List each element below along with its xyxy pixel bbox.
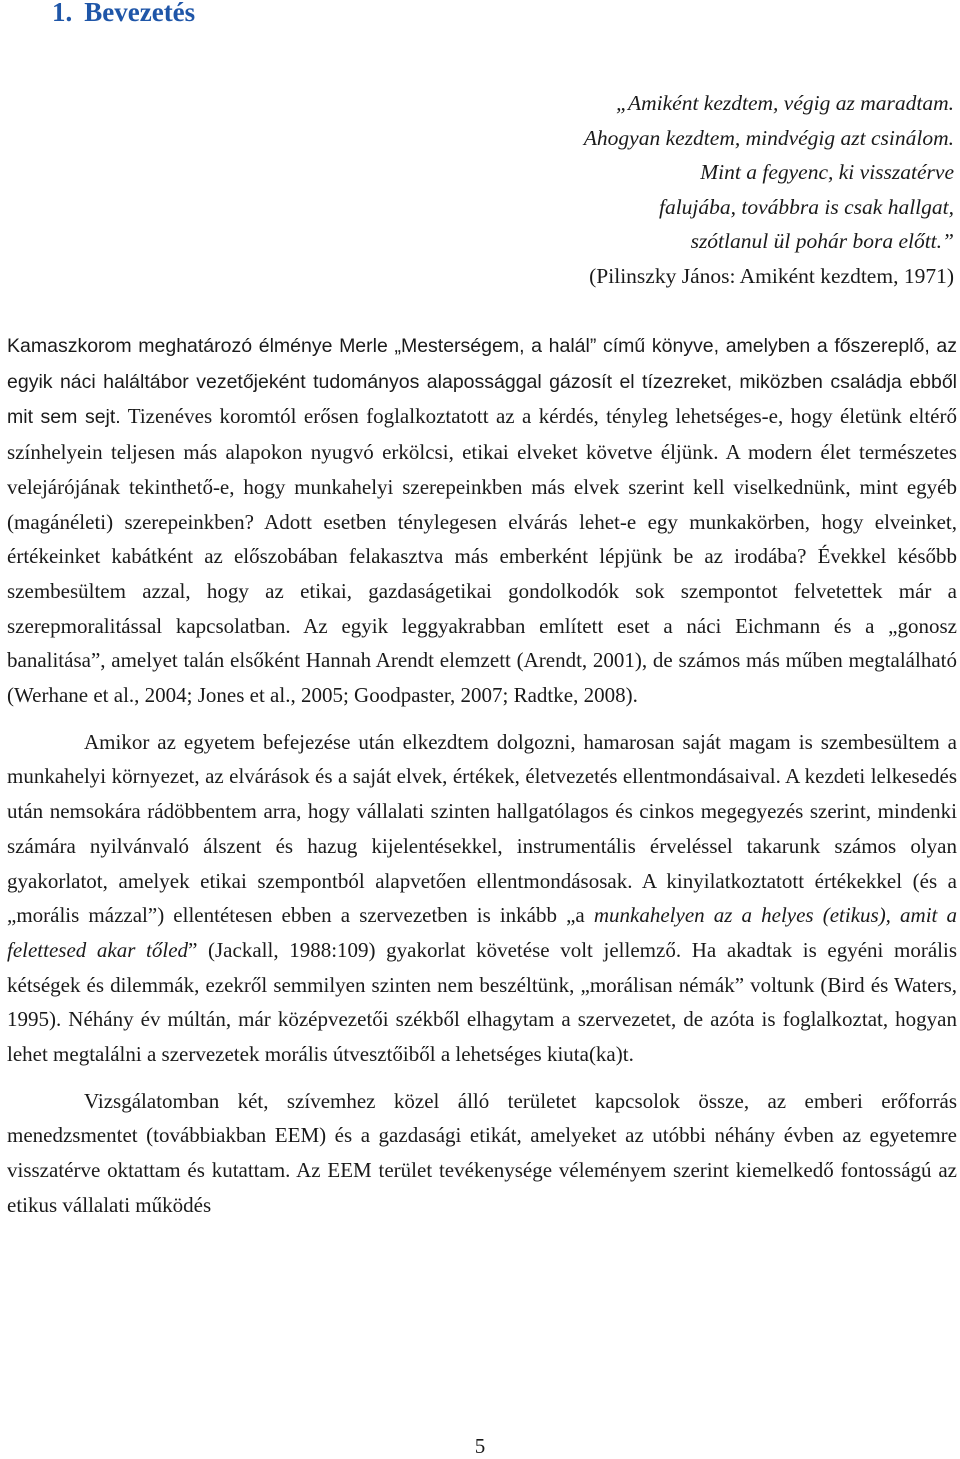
epigraph-line: szótlanul ül pohár bora előtt.”: [690, 229, 954, 254]
epigraph-line: „Amiként kezdtem, végig az maradtam.: [616, 91, 954, 115]
section-title: Bevezetés: [84, 0, 196, 27]
paragraph-2: [7, 725, 957, 1072]
paragraph-2-text: ” (Jackall, 1988:109) gyakorlat követése volt jellemző. Ha akadtak is egyéni morális kétségek és dilemmák, ezekről semmilyen szinten nem beszéltünk, „morálisan némák” voltunk (Bird és Waters, 1995). Néhány év múltán, már középvezetői székből elhagytam a szervezetet, de azóta is foglalkoztat, hogyan lehet megtalálni a szervezetek morális útvesztőiből a lehetséges kiuta(ka)t.: [7, 937, 957, 1067]
paragraph-1: [7, 328, 957, 713]
body-text: [7, 328, 957, 1223]
section-heading: [52, 0, 195, 30]
paragraph-3: Vizsgálatomban két, szívemhez közel álló területet kapcsolok össze, az emberi erőforrás menedzsmentet (továbbiakban EEM) és a gazdasági etikát, amelyeket az utóbbi néhány évben az egyetemre visszatérve oktattam és kutattam. Az EEM terület tevékenysége véleményem szerint kiemelkedő fontosságú az etikus vállalati működés: [7, 1088, 957, 1217]
epigraph-line: Mint a fegyenc, ki visszatérve: [700, 160, 954, 185]
page-number: 5: [474, 1434, 486, 1458]
paragraph-2-quote: munkahelyen az a helyes (etikus), amit a felettesed akar tőled: [7, 903, 957, 962]
epigraph: [314, 86, 954, 294]
epigraph-line: falujába, továbbra is csak hallgat,: [658, 194, 954, 219]
paragraph-1-sentence: Az egyik leggyakrabban említett eset a náci Eichmann és a „gonosz banalitása”, amelyet talán elsőként Hannah Arendt elemzett (Arendt, 2001), de számos más műben megtalálható (Werhane et al., 2004; Jones et al., 2005; Goodpaster, 2007; Radtke, 2008).: [7, 613, 957, 708]
epigraph-line: Ahogyan kezdtem, mindvégig azt csinálom.: [583, 125, 954, 150]
paragraph-1-sentence: Adott esetben ténylegesen elvárás lehet-e egy munkakörben, hogy elveinket, értékeinket kabátként az előszobában felakasztva más emberként lépjünk be az irodába?: [7, 509, 957, 569]
paragraph-1-sentence: Tizenéves koromtól erősen foglalkoztatott az a kérdés, tényleg lehetséges-e, hogy életünk eltérő színhelyein teljesen más alapokon nyugvó erkölcsi, etikai elveket követve éljünk.: [7, 404, 957, 465]
epigraph-source: (Pilinszky János: Amiként kezdtem, 1971): [589, 263, 954, 288]
paragraph-1-sentence: Kamaszkorom meghatározó élménye Merle „Mesterségem, a halál” című könyve, amelyben a főszereplő, az egyik náci haláltábor vezetőjeként tudományos alapossággal gázosít el tízezreket, miközben családja ebből mit sem sejt.: [7, 335, 957, 429]
paragraph-1-sentence: Évekkel később szembesültem azzal, hogy az etikai, gazdaságetikai gondolkodók sok szempontot felvetettek már a szerepmoralitással kapcsolatban.: [7, 544, 958, 638]
paragraph-2-text: Amikor az egyetem befejezése után elkezdtem dolgozni, hamarosan saját magam is szembesültem a munkahelyi környezet, az elvárások és a saját elvek, értékek, életvezetés ellentmondásaival. A kezdeti lelkesedés után nemsokára rádöbbentem arra, hogy vállalati szinten hallgatólagos és cinkos megegyezés szerint, mindenki számára nyilvánvaló álszent és hazug kijelentésekkel, instrumentális érveléssel takarunk számos olyan gyakorlatot, amelyek etikai szempontból alapvetően ellentmondásosak. A kinyilatkoztatott értékekkel (és a „morális mázzal”) ellentétesen ebben a szervezetben is inkább „a: [7, 729, 957, 928]
paragraph-1-sentence: A modern élet természetes velejárójának tekinthető-e, hogy munkahelyi szerepeinkben más elvek szerint kell viselkednünk, mint egyéb (magánéleti) szerepeinkben?: [7, 440, 957, 534]
section-number: 1.: [52, 0, 73, 27]
